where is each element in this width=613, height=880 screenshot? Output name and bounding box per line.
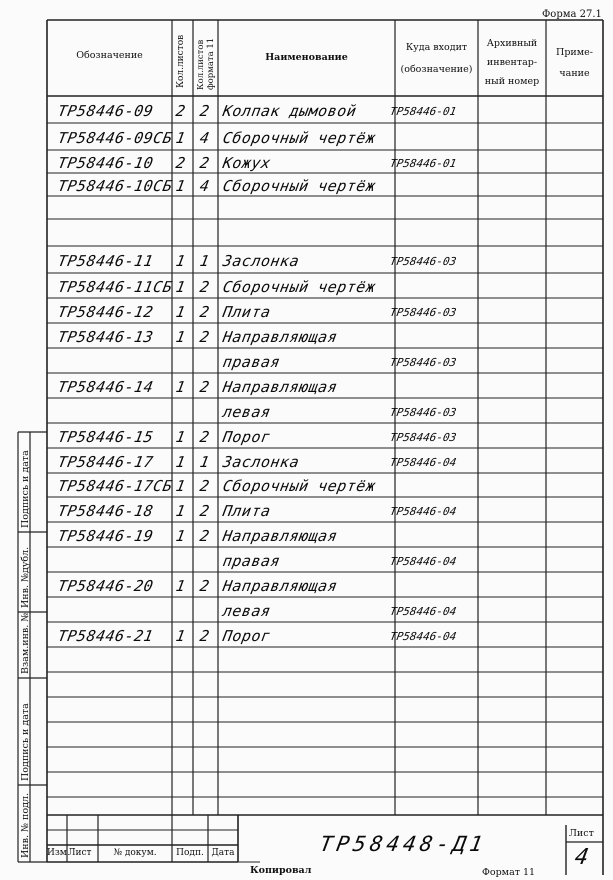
side-label-inv-orig: Инв. № подл.: [20, 793, 31, 858]
cell-sheet-count: 1: [174, 128, 188, 147]
cell-sheet-count: 1: [174, 176, 188, 195]
cell-designation: ТР58446-11: [56, 251, 155, 270]
cell-where-used: ТР58446-03: [388, 355, 458, 369]
cell-sheet-count: 1: [174, 626, 188, 645]
stamp-list: Лист: [68, 848, 92, 858]
cell-designation: ТР58446-09: [56, 101, 155, 120]
cell-name: правая: [221, 551, 282, 570]
header-archive-3: ный номер: [484, 76, 540, 87]
cell-format11-count: 2: [198, 526, 212, 545]
cell-sheet-count: 1: [174, 277, 188, 296]
cell-designation: ТР58446-10: [56, 153, 155, 172]
stamp-podp: Подп.: [176, 848, 204, 858]
cell-name: Плита: [221, 302, 273, 321]
cell-name: Сборочный чертёж: [221, 128, 378, 147]
cell-name: Направляющая: [221, 327, 339, 346]
cell-format11-count: 1: [198, 452, 212, 471]
header-note: Приме-: [556, 47, 593, 58]
cell-where-used: ТР58446-04: [388, 604, 458, 618]
cell-where-used: ТР58446-04: [388, 554, 458, 568]
cell-name: Сборочный чертёж: [221, 176, 378, 195]
cell-sheet-count: 1: [174, 501, 188, 520]
cell-name: левая: [221, 601, 273, 620]
cell-where-used: ТР58446-01: [388, 156, 458, 170]
cell-designation: ТР58446-21: [56, 626, 155, 645]
cell-format11-count: 2: [198, 302, 212, 321]
cell-name: левая: [221, 402, 273, 421]
cell-format11-count: 2: [198, 477, 212, 495]
cell-format11-count: 2: [198, 377, 212, 396]
cell-where-used: ТР58446-03: [388, 254, 458, 268]
header-name: Наименование: [265, 52, 348, 63]
cell-designation: ТР58446-17: [56, 452, 155, 471]
cell-sheet-count: 1: [174, 452, 188, 471]
header-archive: Архивный: [486, 38, 538, 49]
cell-name: Заслонка: [221, 452, 301, 471]
cell-sheet-count: 1: [174, 251, 188, 270]
cell-designation: ТР58446-20: [56, 576, 155, 595]
cell-sheet-count: 1: [174, 477, 188, 495]
cell-designation: ТР58446-15: [56, 427, 155, 446]
cell-format11-count: 2: [198, 153, 212, 172]
cell-where-used: ТР58446-04: [388, 455, 458, 469]
cell-sheet-count: 1: [174, 427, 188, 446]
header-archive-2: инвентар-: [486, 57, 538, 68]
cell-name: правая: [221, 352, 282, 371]
cell-name: Сборочный чертёж: [221, 477, 378, 495]
header-sheet-count: Кол.листов: [176, 34, 186, 88]
side-label-vzam-inv: Взам.инв. №: [20, 612, 31, 674]
header-note-2: чание: [559, 68, 590, 79]
cell-where-used: ТР58446-04: [388, 629, 458, 643]
cell-where-used: ТР58446-01: [388, 104, 458, 118]
cell-format11-count: 2: [198, 327, 212, 346]
header-designation: Обозначение: [76, 50, 143, 61]
cell-where-used: ТР58446-03: [388, 430, 458, 444]
cell-format11-count: 2: [198, 101, 212, 120]
cell-name: Порог: [221, 626, 273, 645]
cell-format11-count: 2: [198, 427, 212, 446]
cell-sheet-count: 1: [174, 327, 188, 346]
cell-designation: ТР58446-19: [56, 526, 155, 545]
cell-name: Колпак дымовой: [221, 101, 359, 120]
cell-sheet-count: 2: [174, 153, 188, 172]
cell-designation: ТР58446-09СБ: [56, 128, 174, 147]
cell-sheet-count: 1: [174, 377, 188, 396]
cell-designation: ТР58446-14: [56, 377, 155, 396]
cell-name: Порог: [221, 427, 273, 446]
side-label-inv-dupl: Инв. №дубл.: [20, 546, 31, 608]
cell-format11-count: 1: [198, 251, 212, 270]
footer-copied: Копировал: [250, 865, 312, 876]
footer-format: Формат 11: [482, 867, 536, 878]
stamp-document-title: ТР58448-Д1: [317, 832, 489, 856]
cell-name: Кожух: [221, 153, 273, 172]
cell-sheet-count: 1: [174, 576, 188, 595]
cell-sheet-count: 1: [174, 526, 188, 545]
cell-designation: ТР58446-13: [56, 327, 155, 346]
cell-sheet-count: 2: [174, 101, 188, 120]
cell-name: Направляющая: [221, 526, 339, 545]
cell-designation: ТР58446-10СБ: [56, 176, 174, 195]
cell-name: Сборочный чертёж: [221, 277, 378, 296]
cell-designation: ТР58446-11СБ: [56, 277, 174, 296]
side-label-sign-date-top: Подпись и дата: [20, 450, 31, 528]
cell-designation: ТР58446-17СБ: [56, 477, 174, 495]
cell-name: Плита: [221, 501, 273, 520]
stamp-sheet-number: 4: [572, 845, 591, 870]
stamp-izm: Изм: [47, 848, 67, 858]
side-label-sign-date: Подпись и дата: [20, 703, 31, 781]
cell-designation: ТР58446-18: [56, 501, 155, 520]
header-where-used: Куда входит: [405, 42, 468, 53]
cell-format11-count: 4: [198, 128, 212, 147]
cell-name: Направляющая: [221, 377, 339, 396]
cell-format11-count: 2: [198, 277, 212, 296]
cell-name: Направляющая: [221, 576, 339, 595]
cell-where-used: ТР58446-03: [388, 405, 458, 419]
cell-format11-count: 2: [198, 626, 212, 645]
stamp-data: Дата: [211, 848, 235, 858]
cell-format11-count: 2: [198, 501, 212, 520]
stamp-sheet-label: Лист: [569, 828, 594, 839]
cell-where-used: ТР58446-04: [388, 504, 458, 518]
cell-sheet-count: 1: [174, 302, 188, 321]
stamp-doc-no: № докум.: [113, 848, 157, 858]
cell-format11-count: 4: [198, 176, 212, 195]
header-format11-count: Кол.листов формата 11: [196, 37, 216, 90]
cell-name: Заслонка: [221, 251, 301, 270]
cell-designation: ТР58446-12: [56, 302, 155, 321]
form-label: Форма 27.1: [542, 9, 602, 20]
cell-where-used: ТР58446-03: [388, 305, 458, 319]
cell-format11-count: 2: [198, 576, 212, 595]
header-where-used-sub: (обозначение): [400, 64, 473, 75]
